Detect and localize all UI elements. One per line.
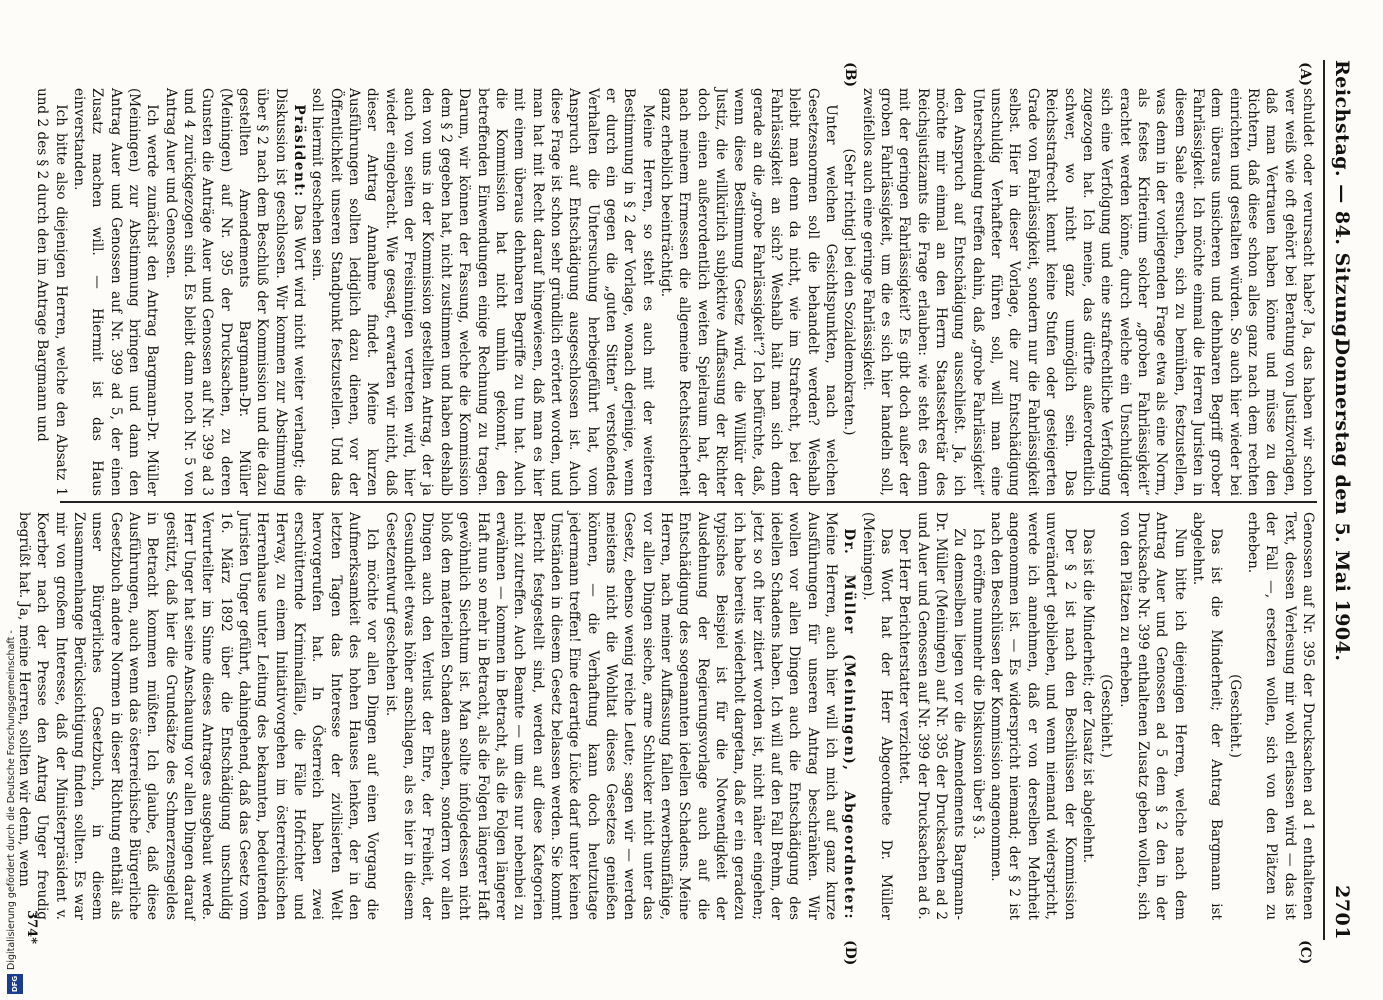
- paragraph: Ich bitte also diejenigen Herren, welche den Absatz 1 und 2 des § 2 durch den im Antrage Bargmann und: [34, 88, 69, 496]
- paragraph-speaker: [381, 512, 858, 920]
- logo-text: DFG: [11, 975, 20, 993]
- credit-text: Digitalisierung gefördert durch die Deutsche Forschungsgemeinschaft -: [6, 630, 17, 970]
- paragraph: Unter welchen Gesichtspunkten, nach welchen Gesetzesnormen soll die behandelt werden? Weshalb bleibt man denn da nicht, wie im Strafrecht, bei der Fahrlässigkeit an sich? Weshalb hält man sich denn gerade an die „grobe Fahrlässigkeit“? Ich befürchte, daß, wenn diese Bestimmung Gesetz wird, die Willkür der Justiz, die willkürlich subjektive Auffassung der Richter doch einen außerordentlich weiten Spielraum hat, der nach meinem Ermessen die allgemeine Rechtssicherheit ganz erheblich beeinträchtigt.: [657, 88, 840, 496]
- dfg-logo: [7, 974, 23, 994]
- page-header: [1323, 60, 1355, 940]
- header-session: Reichstag. — 84. Sitzung.: [1331, 60, 1353, 345]
- speaker-name: Präsident:: [291, 104, 308, 198]
- paragraph: Ich werde zunächst den Antrag Bargmann-Dr. Müller (Meiningen) zur Abstimmung bringen und dann den Antrag Auer und Genossen auf Nr. 399 ad 5, der einen Zusatz machen will. — Hiermit ist das Haus einverstanden.: [70, 88, 161, 496]
- interjection: (Geschieht.): [1098, 674, 1115, 758]
- interjection: (Geschieht.): [1226, 674, 1243, 758]
- footer-page-number: 374*: [24, 910, 39, 944]
- interjection: (Sehr richtig! bei den Sozialdemokraten.): [841, 148, 858, 436]
- speaker-name: Dr. Müller (Meiningen), Abgeordneter:: [841, 528, 858, 920]
- margin-letter-b: (B): [842, 62, 858, 88]
- right-column: [15, 512, 1317, 920]
- margin-letter-c: (C): [1297, 940, 1313, 965]
- column-divider: [60, 501, 1317, 503]
- paragraph: Zu demselben liegen vor die Amendements Bargmann-Dr. Müller (Meiningen) auf Nr. 395 der Drucksachen ad 2 und Auer und Genossen auf Nr. 399 der Drucksachen ad 6.: [914, 512, 968, 920]
- margin-letter-a: (A): [1297, 62, 1313, 87]
- paragraph: Das ist die Minderheit; der Zusatz ist abgelehnt.: [1079, 528, 1096, 864]
- speech-text: Meine Herren, auch hier will ich mich auf ganz kurze Ausführungen für unseren Antrag beschränken. Wir wollen vor allen Dingen auch die Entschädigung des ideellen Schadens haben. Ich will auf den Fall Brehm, der jetzt so oft hier zitiert worden ist, nicht näher eingehen; ich habe bereits wiederholt dargetan, daß er ein geradezu typisches Beispiel ist für die Notwendigkeit der Ausdehnung der Regierungsvorlage auch auf die Entschädigung des sogenannten ideellen Schadens. Meine Herren, nach meiner Auffassung fallen erwerbsunfähige, vor allen Dingen sieche, arme Schlucker nicht unter das Gesetz, ebenso wenig reiche Leute; sagen wir — werden meistens nicht die Wohltat dieses Gesetzes genießen können, — die Verhaftung kann doch heutzutage jedermann treffen! Eine derartige Lücke darf unter keinen Umständen in diesem Gesetz belassen werden. Sie kommt Bericht festgestellt sind, werden auf diese Kategorien nicht zutreffen. Auch Beamte — um dies nur nebenbei zu erwähnen — kommen in Betracht, als die Folgen längerer Haft nun so mehr in Betracht, als die Folgen längerer Haft gewöhnlich Siechtum ist. Man sollte infolgedessen nicht bloß den materiellen Schaden ansehen, sondern vor allen Dingen auch den Verlust der Ehre, der Freiheit, der Gesundheit etwas höher anschlagen, als es hier in diesem Gesetzentwurf geschehen ist.: [382, 512, 840, 920]
- paragraph: Das ist die Minderheit; der Antrag Bargmann ist abgelehnt.: [1189, 512, 1225, 920]
- paragraph: schuldet oder verursacht habe? Ja, das haben wir schon wer weiß wie oft gehört bei Beratung von Justizvorlagen, daß man Vertrauen haben könne und müsse zu den Richtern, daß diese schon alles ganz nach dem rechten einrichten und gestalten würden. So auch hier wieder bei dem überaus unsicheren und dehnbaren Begriff grober Fahrlässigkeit. Ich möchte einmal die Herren Juristen in diesem Saale ersuchen, sich zu bemühen, festzustellen, was denn in der vorliegenden Frage etwa als eine Norm, als festes Kriterium solcher „groben Fahrlässigkeit“ erachtet werden könne, durch welche ein Unschuldiger sich eine Verfolgung und eine strafrechtliche Verfolgung zugezogen hat. Ich meine, das dürfte außerordentlich schwer, wo nicht ganz unmöglich sein. Das Reichsstrafrecht kennt keine Stufen oder gesteigerten Grade von Fahrlässigkeit, sondern nur die Fahrlässigkeit selbst. Hier in dieser Vorlage, die zur Entschädigung unschuldig Verhafteter führen soll, will man eine Unterscheidung treffen dahin, daß „grobe Fahrlässigkeit“ den Anspruch auf Entschädigung ausschließt. Ja, ich möchte mir einmal an den Herrn Staatssekretär des Reichsjustizamts die Frage erlauben: wie steht es denn mit der geringen Fahrlässigkeit? Es gibt doch außer der groben Fahrlässigkeit, um die es sich hier handeln soll, zweifellos auch eine geringe Fahrlässigkeit.: [859, 88, 1316, 496]
- digitization-credit: [4, 600, 24, 996]
- margin-letter-d: (D): [842, 940, 858, 966]
- header-date: Donnerstag den 5. Mai 1904.: [1331, 338, 1353, 662]
- paragraph-president: [161, 88, 308, 496]
- speech-text: Das Wort wird nicht weiter verlangt; die Diskussion ist geschlossen. Wir kommen zur Abstimmung über § 2 nach dem Beschluß der Kommission und die dazu gestellten Amendements Bargmann-Dr. Müller (Meiningen) auf Nr. 395 der Drucksachen, zu deren Gunsten die Anträge Auer und Genossen auf Nr. 399 ad 3 und 4 zurückgezogen sind. Es bleibt dann noch Nr. 5 von Antrag Auer und Genossen.: [162, 88, 308, 496]
- header-page-number: 2701: [1331, 885, 1353, 940]
- paragraph: Ich möchte vor allen Dingen auf einen Vorgang die Aufmerksamkeit des hohen Hauses lenken, der in den letzten Tagen das Interesse der zivilisierten Welt hervorgerufen hat. In Österreich haben zwei erschütternde Kriminalfälle, die Fälle Hofrichter und Hervay, zu einem Initiativvorgehen im österreichischen Herrenhause unter Leitung des bekannten, bedeutenden Juristen Unger geführt, dahingehend, daß das Gesetz vom 16. März 1892 über die Entschädigung unschuldig Verurteilter im Sinne dieses Antrages ausgebaut werde. Herr Unger hat seine Anschauung vor allen Dingen darauf gestützt, daß hier die Grundsätze des Schmerzensgeldes in Betracht kommen müßten. Ich glaube, daß diese Ausführungen, auch wenn das österreichische Bürgerliche Gesetzbuch andere Normen in dieser Richtung enthält als unser Bürgerliches Gesetzbuch, in diesem Zusammenhange Berücksichtigung finden sollten. Es war mir von großem Interesse, daß der Ministerpräsident v. Koerber nach der Presse den Antrag Unger freudig begrüßt hat. Ja, meine Herren, sollten wir denn, wenn: [15, 512, 381, 920]
- paragraph: Genossen auf Nr. 395 der Drucksachen ad 1 enthaltenen Text, dessen Verlesung mir wohl erlassen wird — das ist der Fall —, ersetzen wollen, sich von den Plätzen zu erheben.: [1244, 512, 1316, 920]
- paragraph: Der Herr Berichterstatter verzichtet.: [896, 528, 913, 785]
- paragraph: Der § 2 ist nach den Beschlüssen der Kommission unverändert geblieben, und wenn niemand widerspricht, werde ich annehmen, daß er von derselben Mehrheit angenommen ist. — Es widerspricht niemand; der § 2 ist nach den Beschlüssen der Kommission angenommen.: [988, 512, 1078, 920]
- left-column: [34, 88, 1317, 496]
- paragraph: Ich eröffne nunmehr die Diskussion über § 3.: [969, 528, 986, 840]
- paragraph: Meine Herren, so steht es auch mit der weiteren Bestimmung in § 2 der Vorlage, wonach derjenige, wenn er durch ein gegen die „guten Sitten“ verstoßendes Verhalten die Untersuchung herbeigeführt hat, vom Anspruch auf Entschädigung ausgeschlossen ist. Auch diese Frage ist schon sehr gründlich erörtert worden, und man hat mit Recht darauf hingewiesen, daß man es hier mit einem überaus dehnbaren Begriffe zu tun hat. Auch die Kommission hat nicht umhin gekonnt, den betreffenden Einwendungen einige Rechnung zu tragen. Darum, wir können der Fassung, welche die Kommission dem § 2 gegeben hat, nicht zustimmen und haben deshalb den von uns in der Kommission gestellten Antrag, der ja auch von seiten der Freisinnigen vertreten wird, hier wieder eingebracht. Wie gesagt, erwarten wir nicht, daß dieser Antrag Annahme findet. Meine kurzen Ausführungen sollten lediglich dazu dienen, vor der Öffentlichkeit unseren Standpunkt festzustellen. Und das soll hiermit geschehen sein.: [309, 88, 656, 496]
- paragraph: Das Wort hat der Herr Abgeordnete Dr. Müller (Meiningen).: [859, 512, 895, 920]
- paragraph: Nun bitte ich diejenigen Herren, welche nach dem Antrag Auer und Genossen ad 5 dem § 2 den in der Drucksache Nr. 399 enthaltenen Zusatz geben wollen, sich von den Plätzen zu erheben.: [1116, 512, 1188, 920]
